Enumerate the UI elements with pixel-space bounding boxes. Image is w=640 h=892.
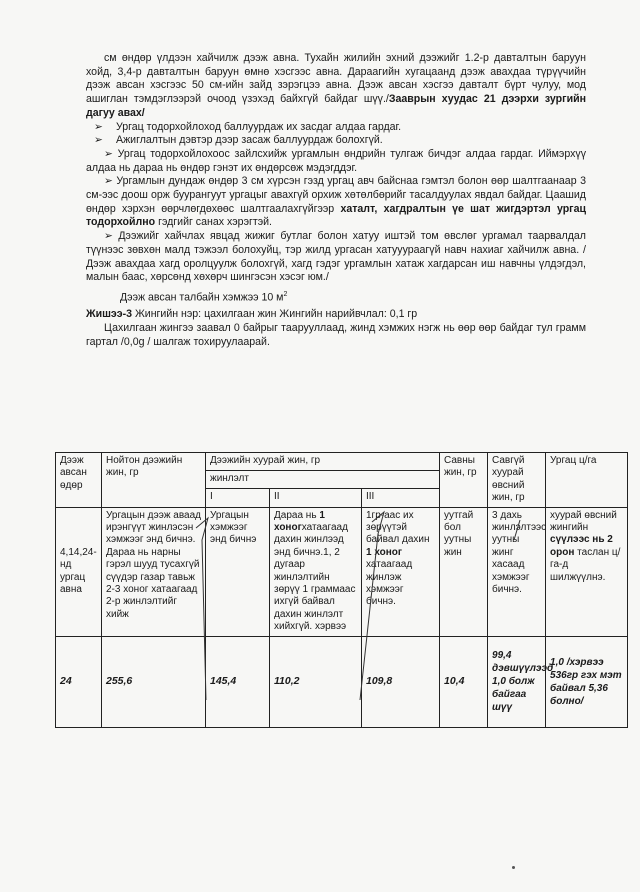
header-weighing-3: III	[362, 489, 440, 507]
bold-instruction: Зааврын хуудас 21 дээрхи зургийн дагуу авах/	[86, 93, 586, 119]
cell-w2: 110,2	[270, 636, 362, 727]
example-heading	[86, 308, 586, 322]
cell-text: хуурай өвсний жингийн	[550, 509, 617, 534]
header-weighing-2: II	[270, 489, 362, 507]
cell-text: таслан ц/га-д шилжүүлнэ.	[550, 546, 621, 583]
cell-w3-desc	[362, 507, 440, 636]
cell-text: Дараа нь	[274, 509, 320, 521]
bullet-item	[86, 230, 586, 285]
cell-final-desc: 3 дахь жинлэлтээс уутны жинг хасаад хэмжээг бичнэ.	[488, 507, 546, 636]
cell-date-desc: 4,14,24-нд ургац авна	[56, 507, 102, 636]
cell-final-dry: 99,4 дэвшүүлээд 1,0 болж байгаа шүү	[488, 636, 546, 727]
table-row	[56, 507, 628, 636]
header-sample-date: Дээж авсан өдөр	[56, 453, 102, 508]
arrow-bullet-icon: ➢	[104, 175, 117, 188]
cell-date: 24	[56, 636, 102, 727]
weights-table	[55, 452, 628, 728]
cell-bag-desc: уутгай бол уутны жин	[440, 507, 488, 636]
header-bag-weight: Савны жин, гр	[440, 453, 488, 508]
bullet-item	[86, 121, 586, 135]
header-final-dry: Савгүй хуурай өвсний жин, гр	[488, 453, 546, 508]
example-label: Жишээ-3	[86, 308, 133, 321]
bullet-text: Ургац тодорхойлоход баллуурдаж их засдаг алдаа гардаг.	[116, 120, 402, 133]
header-dry-weight: Дээжийн хуурай жин, гр	[206, 453, 440, 471]
bold-instruction: хаталт, хагдралтын үе шат жигдэртэл ургац тодорхойлно	[86, 202, 586, 229]
bullet-item	[86, 148, 586, 175]
bullet-text: гэдгийг санах хэрэгтэй.	[158, 216, 272, 229]
bullet-text: Ургамлын дундаж өндөр 3 см хүрсэн гэзд ургац авч байснаа гэмтэл болон өөр шалтгаанаар 3 см-ээс доош орж буурангуут ургацыг авахгүй орхиж хөтөлбөрийг тасалдуулах явдал байдаг. Цаашид өндөр хэрхэн өөрчлөгдөхөөс шалтгаалахгүйгээр	[86, 175, 586, 215]
bullet-text: Ургац тодорхойлохоос зайлсхийж ургамлын өндрийн тулгаж бичдэг алдаа гардаг. Иймэрхүү алдаа нь дараа нь өндөр гэнэт их өндөрсөж мэдэгддэг.	[86, 147, 586, 174]
example-scale-info: Жингийн нэр: цахилгаан жин Жингийн нарийвчлал: 0,1 гр	[132, 308, 418, 321]
header-weighing-1: I	[206, 489, 270, 507]
table-row	[56, 636, 628, 727]
header-wet-weight: Нойтон дээжийн жин, гр	[102, 453, 206, 508]
bullet-item	[86, 134, 586, 148]
speck-mark	[512, 866, 515, 869]
cell-yield-desc	[546, 507, 628, 636]
cell-w1: 145,4	[206, 636, 270, 727]
sample-area-line	[86, 288, 586, 305]
bullet-text: Дээжийг хайчлах явцад жижиг бутлаг болон хатуу иштэй том өвслөг ургамал таарвалдал түүнээс зөвхөн малд тэжээл болохуйц, тэр жилд ургасан хатууураагүй навч нахиаг хайчилж авна. /Дээж авахдаа хагд оролцуулж болохгүй, хагд гэдэг ургамлын хатаж хагдарсан иш навчны үлдэгдэл, малын баас, хөрсөнд хөхөрч шингэсэн хэсэг юм./	[86, 230, 586, 284]
cell-text: хатаагаад дахин жинлээд энд бичнэ.1, 2 дугаар жинлэлтийн зөрүү 1 граммаас ихгүй байвал дахин жинлэлт хийхгүй. хэрвээ	[274, 522, 356, 633]
weights-table-wrap	[55, 452, 627, 728]
area-superscript: 2	[283, 290, 288, 298]
header-row	[56, 453, 628, 471]
cell-w3: 109,8	[362, 636, 440, 727]
paragraph-sampling	[86, 52, 586, 121]
document-body	[86, 52, 586, 349]
cell-yield: 1,0 /хэрвээ 536гр гэх мэт байвал 5,36 болно/	[546, 636, 628, 727]
cell-text: хатаагаад жинлэж хэмжээг бичнэ.	[366, 559, 413, 608]
bullet-item	[86, 175, 586, 230]
arrow-bullet-icon: ➢	[104, 230, 119, 243]
arrow-bullet-icon: ➢	[94, 134, 103, 147]
paragraph-text: см өндөр үлдээн хайчилж дээж авна. Тухайн жилийн эхний дээжийг 1.2-р давталтын баруун хойд, 3,4-р давталтын баруун өмнө хэсгээс авна. Дараагийн хугацаанд дээж авахдаа түрүүчийн дээж авсан хэсгээс 50 см-ийн зайд зэрэгцээ авна. Дээж авсан хэсгээ давталт бүрт чулуу, мод ашиглан тэмдэглээрэй очоод үзэхэд байхгүй байдаг шүү./	[86, 52, 586, 106]
cell-bag: 10,4	[440, 636, 488, 727]
cell-bold: 1 хоног	[274, 509, 325, 534]
cell-wet-desc: Ургацын дээж аваад ирэнгүүт жинлэсэн хэмжээг энд бичнэ. Дараа нь нарны гэрэл шууд тусахгүй сүүдэр газар тавьж 2-3 хоног хатаагаад 2-р жинлэлтийг хийж	[102, 507, 206, 636]
header-weighing: жинлэлт	[206, 471, 440, 489]
cell-bold: 1 хоног	[366, 546, 403, 558]
bullet-text: Ажиглалтын дэвтэр дээр засаж баллуурдаж болохгүй.	[116, 134, 383, 147]
cell-w1-desc: Ургацын хэмжээг энд бичнэ	[206, 507, 270, 636]
cell-wet-weight: 255,6	[102, 636, 206, 727]
header-yield: Ургац ц/га	[546, 453, 628, 508]
arrow-bullet-icon: ➢	[94, 120, 103, 133]
cell-text: 1гр-аас их зөрүүтэй байвал дахин	[366, 509, 430, 546]
cell-w2-desc	[270, 507, 362, 636]
area-text: Дээж авсан талбайн хэмжээ 10 м	[120, 291, 284, 304]
scale-note: Цахилгаан жингээ заавал 0 байрыг таарууллаад, жинд хэмжих нэгж нь өөр өөр байдаг тул грамм гартал /0,0g / шалгаж тохируулаарай.	[86, 321, 586, 348]
cell-bold: сүүлээс нь 2 орон	[550, 534, 613, 558]
arrow-bullet-icon: ➢	[104, 147, 118, 160]
